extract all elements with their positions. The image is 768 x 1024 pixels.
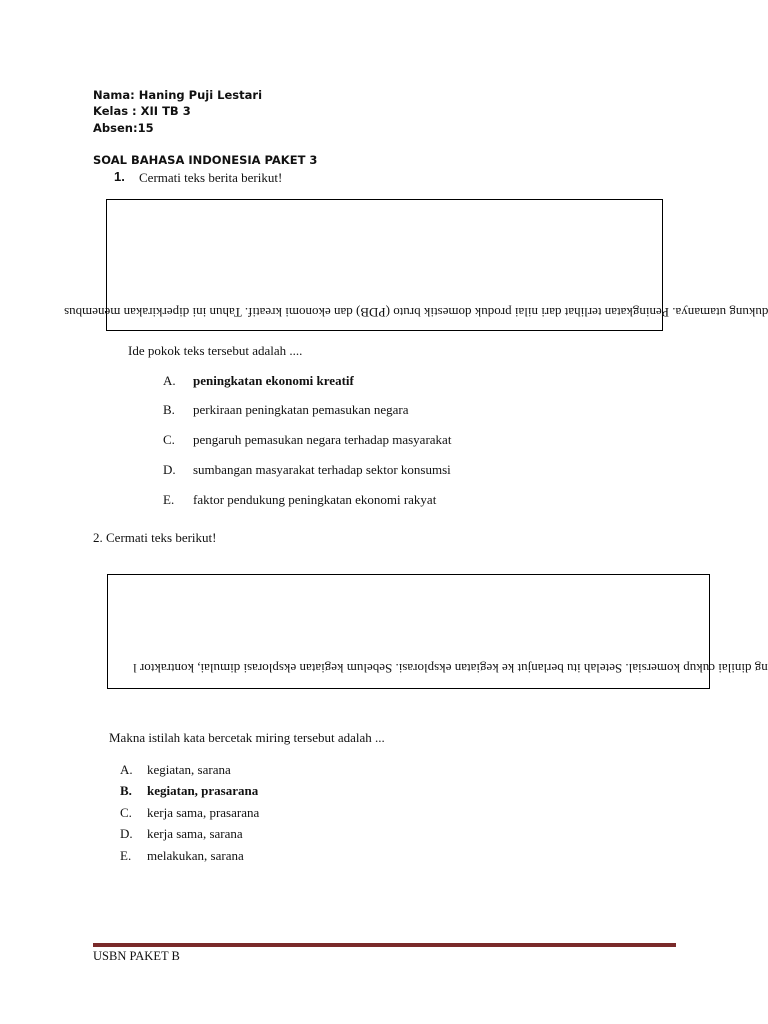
q1-option-text: pengaruh pemasukan negara terhadap masyarakat <box>193 432 452 447</box>
q2-option-letter: C. <box>120 805 132 820</box>
q1-number: 1. <box>114 169 125 184</box>
student-class: Kelas : XII TB 3 <box>93 104 191 118</box>
q1-option-letter: E. <box>163 492 175 507</box>
q2-option-a[interactable] <box>120 762 231 778</box>
q1-passage-strip <box>0 300 768 324</box>
q1-option-text: sumbangan masyarakat terhadap sektor konsumsi <box>193 462 451 477</box>
page-title: SOAL BAHASA INDONESIA PAKET 3 <box>93 153 318 167</box>
q1-option-letter: D. <box>163 462 176 477</box>
q1-option-a[interactable] <box>163 373 354 389</box>
footer-divider <box>93 943 676 947</box>
q2-option-text: kerja sama, prasarana <box>147 805 260 820</box>
q2-option-letter: E. <box>120 848 132 863</box>
student-name: Nama: Haning Puji Lestari <box>93 88 263 102</box>
q2-instruction: 2. Cermati teks berikut! <box>93 530 217 545</box>
q1-option-b[interactable] <box>163 402 409 418</box>
q1-option-text: perkiraan peningkatan pemasukan negara <box>193 402 409 417</box>
q2-option-text: kegiatan, sarana <box>147 762 231 777</box>
q1-option-e[interactable] <box>163 492 437 508</box>
q2-option-e[interactable] <box>120 848 244 864</box>
q1-question: Ide pokok teks tersebut adalah .... <box>128 343 303 358</box>
q2-question: Makna istilah kata bercetak miring tersebut adalah ... <box>109 730 385 745</box>
q1-instruction: Cermati teks berita berikut! <box>139 170 283 185</box>
q1-option-text: faktor pendukung peningkatan ekonomi rakyat <box>193 492 437 507</box>
footer-label: USBN PAKET B <box>93 949 180 963</box>
q2-option-letter: A. <box>120 762 133 777</box>
q2-option-letter: B. <box>120 783 132 798</box>
q2-option-b[interactable] <box>120 783 259 799</box>
q2-option-text: kerja sama, sarana <box>147 826 243 841</box>
q2-option-text: kegiatan, prasarana <box>147 783 259 798</box>
q1-passage-text: dukung utamanya. Peningkatan terlihat dari nilai produk domestik bruto (PDB) dan ekonomi kreatif. Tahun ini diperkirakan menembus <box>63 305 768 320</box>
q1-option-letter: B. <box>163 402 175 417</box>
q2-passage-strip <box>0 656 768 680</box>
q1-option-letter: C. <box>163 432 175 447</box>
q1-option-c[interactable] <box>163 432 452 448</box>
q1-option-letter: A. <box>163 373 176 388</box>
q1-option-d[interactable] <box>163 462 451 478</box>
q2-option-letter: D. <box>120 826 133 841</box>
q2-option-text: melakukan, sarana <box>147 848 244 863</box>
student-absen: Absen:15 <box>93 121 154 135</box>
q2-option-d[interactable] <box>120 826 243 842</box>
q1-option-text: peningkatan ekonomi kreatif <box>193 373 354 388</box>
q2-option-c[interactable] <box>120 805 260 821</box>
q2-passage-text: ng dinilai cukup komersial. Setelah itu berlanjut ke kegiatan eksplorasi. Sebelum kegiatan eksplorasi dimulai, kontraktor l <box>133 661 768 676</box>
